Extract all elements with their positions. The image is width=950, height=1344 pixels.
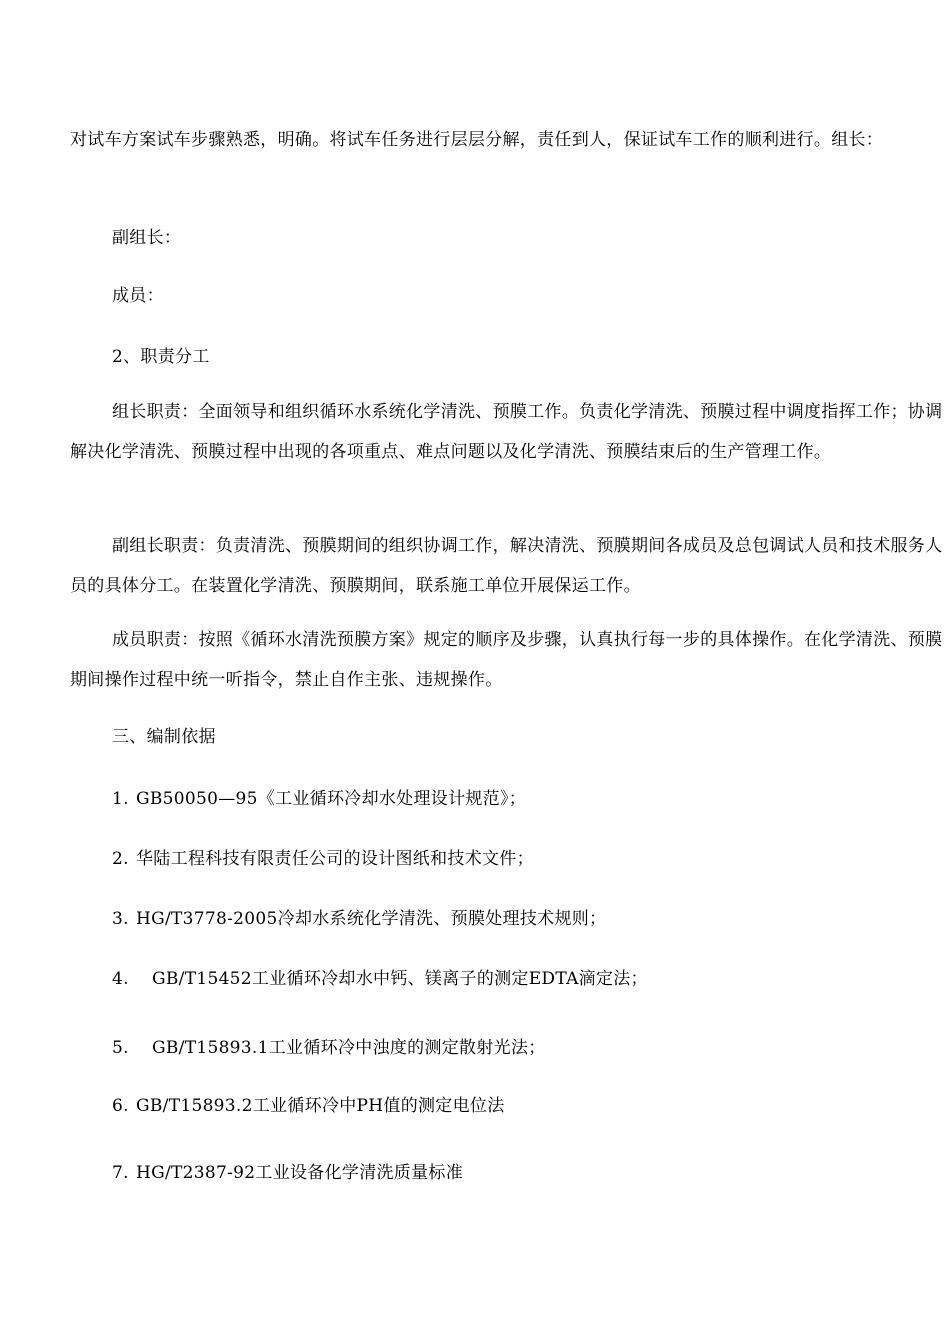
list-item-text: GB/T15452工业循环冷却水中钙、镁离子的测定EDTA滴定法； (152, 969, 648, 989)
list-item (112, 1153, 942, 1193)
list-item (112, 1028, 942, 1068)
leader-duties-paragraph: 组长职责：全面领导和组织循环水系统化学清洗、预膜工作。负责化学清洗、预膜过程中调度指挥工作；协调解决化学清洗、预膜过程中出现的各项重点、难点问题以及化学清洗、预膜结束后的生产管理工作。 (70, 402, 943, 462)
list-item (112, 779, 942, 819)
list-item (112, 899, 942, 939)
deputy-leader-label: 副组长： (112, 228, 182, 248)
deputy-duties-paragraph: 副组长职责：负责清洗、预膜期间的组织协调工作，解决清洗、预膜期间各成员及总包调试人员和技术服务人员的具体分工。在装置化学清洗、预膜期间，联系施工单位开展保运工作。 (70, 536, 943, 596)
list-item (112, 839, 942, 879)
list-item-number: 5. (112, 1038, 129, 1058)
list-item-text: GB50050—95《工业循环冷却水处理设计规范》； (136, 789, 527, 809)
list-item-number: 6. (112, 1096, 129, 1116)
intro-paragraph: 对试车方案试车步骤熟悉，明确。将试车任务进行层层分解，责任到人，保证试车工作的顺利进行。组长： (70, 130, 884, 150)
list-item-text: 华陆工程科技有限责任公司的设计图纸和技术文件； (136, 849, 534, 869)
list-item-text: GB/T15893.1工业循环冷中浊度的测定散射光法； (152, 1038, 546, 1058)
section-basis-heading: 三、编制依据 (112, 727, 216, 747)
list-item-number: 7. (112, 1163, 129, 1183)
list-item-number: 3. (112, 909, 129, 929)
list-item-text: HG/T2387-92工业设备化学清洗质量标准 (136, 1163, 464, 1183)
member-duties-paragraph: 成员职责：按照《循环水清洗预膜方案》规定的顺序及步骤，认真执行每一步的具体操作。在化学清洗、预膜期间操作过程中统一听指令，禁止自作主张、违规操作。 (70, 630, 943, 690)
list-item-number: 2. (112, 849, 129, 869)
list-item (112, 959, 942, 999)
list-item-text: GB/T15893.2工业循环冷中PH值的测定电位法 (136, 1096, 505, 1116)
list-item-number: 1. (112, 789, 129, 809)
list-item-number: 4. (112, 969, 129, 989)
section-duties-heading: 2、职责分工 (112, 347, 210, 367)
list-item-text: HG/T3778-2005冷却水系统化学清洗、预膜处理技术规则； (136, 909, 607, 929)
list-item (112, 1086, 942, 1126)
members-label: 成员： (112, 286, 164, 306)
